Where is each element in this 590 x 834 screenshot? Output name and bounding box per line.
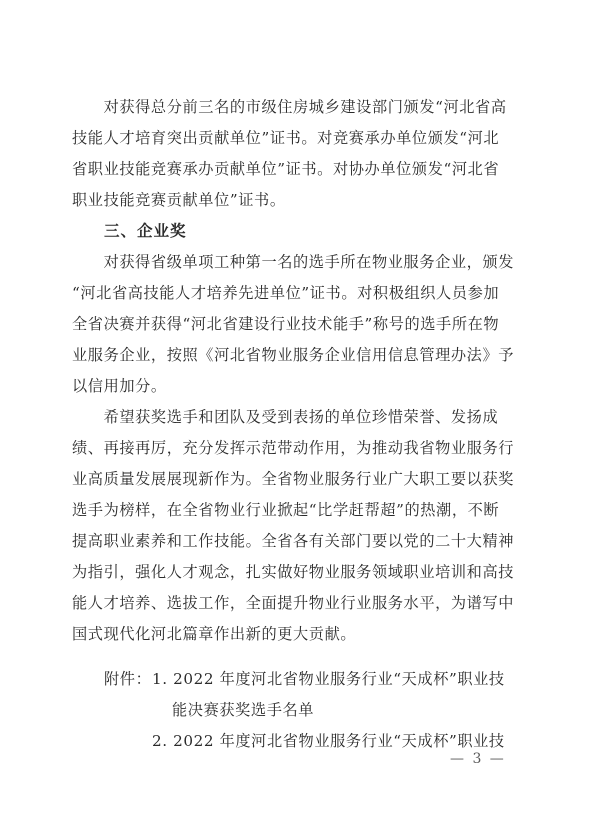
text-line: 希望获奖选手和团队及受到表扬的单位珍惜荣誉、发扬成 xyxy=(72,408,499,426)
text-line: 提高职业素养和工作技能。全省各有关部门要以党的二十大精神 xyxy=(72,532,515,550)
text-line: 选手为榜样，在全省物业行业掀起“比学赶帮超”的热潮，不断 xyxy=(72,501,500,519)
text-line: 省职业技能竞赛承办贡献单位”证书。对协办单位颁发“河北省 xyxy=(72,160,500,178)
page-number: — 3 — xyxy=(450,751,506,767)
text-line: “河北省高技能人才培养先进单位”证书。对积极组织人员参加 xyxy=(72,284,500,302)
attachment-item-1-continued: 能决赛获奖选手名单 xyxy=(172,701,315,719)
text-line: 对获得总分前三名的市级住房城乡建设部门颁发“河北省高 xyxy=(72,98,507,116)
attachment-item-1: 1. 2022 年度河北省物业服务行业“天成杯”职业技 xyxy=(152,670,505,688)
text-line: 技能人才培育突出贡献单位”证书。对竞赛承办单位颁发“河北 xyxy=(72,129,500,147)
text-line: 国式现代化河北篇章作出新的更大贡献。 xyxy=(72,625,357,643)
text-line: 以信用加分。 xyxy=(72,377,167,395)
text-line: 对获得省级单项工种第一名的选手所在物业服务企业，颁发 xyxy=(72,253,515,271)
text-line: 业高质量发展展现新作为。全省物业服务行业广大职工要以获奖 xyxy=(72,470,515,488)
attachments-label: 附件： xyxy=(104,670,152,688)
text-line: 全省决赛并获得“河北省建设行业技术能手”称号的选手所在物 xyxy=(72,315,500,333)
text-line: 为指引，强化人才观念，扎实做好物业服务领域职业培训和高技 xyxy=(72,563,515,581)
text-line: 绩、再接再厉，充分发挥示范带动作用，为推动我省物业服务行 xyxy=(72,439,515,457)
text-line: 职业技能竞赛贡献单位”证书。 xyxy=(72,191,286,209)
text-line: 业服务企业，按照《河北省物业服务企业信用信息管理办法》予 xyxy=(72,346,515,364)
text-line: 能人才培养、选拔工作，全面提升物业行业服务水平，为谱写中 xyxy=(72,594,515,612)
attachment-item-2: 2. 2022 年度河北省物业服务行业“天成杯”职业技 xyxy=(152,732,505,750)
section-heading-enterprise-award: 三、企业奖 xyxy=(104,222,187,240)
